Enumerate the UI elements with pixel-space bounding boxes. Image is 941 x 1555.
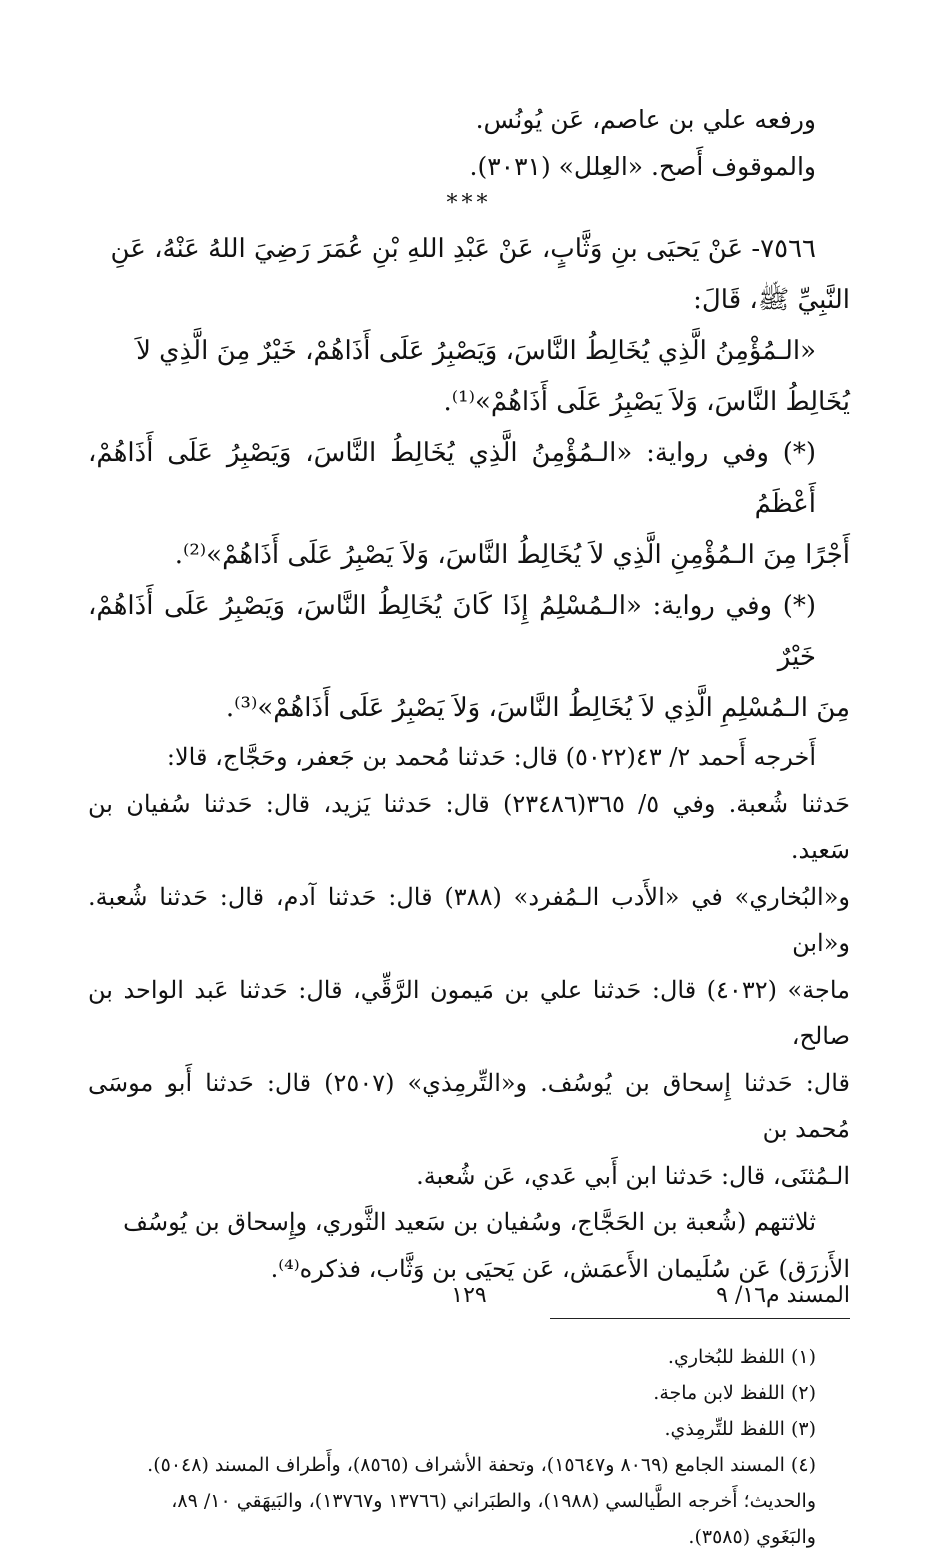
hadith-line: «الـمُؤْمِنُ الَّذِي يُخَالِطُ النَّاسَ، وَيَصْبِرُ عَلَى أَذَاهُمْ، خَيْرٌ مِنَ الَّذِي لاَ	[136, 336, 816, 366]
hadith-line: ٧٥٦٦- عَنْ يَحيَى بنِ وَثَّابٍ، عَنْ عَبْدِ اللهِ بْنِ عُمَرَ رَضِيَ اللهُ عَنْهُ، عَنِ	[110, 234, 816, 264]
takhrij-line: ماجة» (٤٠٣٢) قال: حَدثنا علي بن مَيمون الرَّقِّي، قال: حَدثنا عَبد الواحد بن صالح،	[88, 975, 851, 1050]
text-line: ورفعه علي بن عاصم، عَن يُونُس.	[475, 105, 816, 134]
summary-line: الأَزرَق) عَن سُلَيمان الأَعمَش، عَن يَحيَى بن وَثَّاب، فذكره⁽⁴⁾.	[270, 1254, 850, 1283]
hadith-line: (*) وفي رواية: «الـمُؤْمِنُ الَّذِي يُخَالِطُ النَّاسَ، وَيَصْبِرُ عَلَى أَذَاهُمْ، أَعْظَمُ	[88, 438, 816, 519]
page-body	[88, 96, 850, 1555]
summary-line: ثلاثتهم (شُعبة بن الحَجَّاج، وسُفيان بن سَعيد الثَّوري، وإِسحاق بن يُوسُف	[123, 1208, 816, 1236]
hadith-line: يُخَالِطُ النَّاسَ، وَلاَ يَصْبِرُ عَلَى أَذَاهُمْ»⁽¹⁾.	[443, 387, 850, 417]
section-separator: ***	[446, 191, 492, 216]
takhrij-line: و«البُخاري» في «الأَدب الـمُفرد» (٣٨٨) قال: حَدثنا آدم، قال: حَدثنا شُعبة. و«ابن	[88, 882, 850, 957]
hadith-line: أَجْرًا مِنَ الـمُؤْمِنِ الَّذِي لاَ يُخَالِطُ النَّاسَ، وَلاَ يَصْبِرُ عَلَى أَذَاهُمْ»⁽²⁾.	[174, 540, 850, 570]
takhrij-line: أَخرجه أَحمد ٢/ ٤٣(٥٠٢٢) قال: حَدثنا مُحمد بن جَعفر، وحَجَّاج، قالا:	[166, 743, 816, 771]
signature-mark: المسند م١٦/ ٩	[716, 1283, 850, 1308]
takhrij-line: حَدثنا شُعبة. وفي ٥/ ٣٦٥(٢٣٤٨٦) قال: حَدثنا يَزيد، قال: حَدثنا سُفيان بن سَعيد.	[88, 789, 851, 864]
text-line: والموقوف أَصح. «العِلل» (٣٠٣١).	[469, 152, 816, 181]
page-number: ١٢٩	[451, 1283, 487, 1308]
hadith-line: (*) وفي رواية: «الـمُسْلِمُ إِذَا كَانَ يُخَالِطُ النَّاسَ، وَيَصْبِرُ عَلَى أَذَاهُمْ، خَيْرٌ	[88, 591, 816, 672]
footnote: (١) اللفظ للبُخاري.	[667, 1346, 816, 1368]
footnote: (٢) اللفظ لابن ماجة.	[653, 1382, 816, 1404]
footnote: (٤) المسند الجامع (٨٠٦٩ و١٥٦٤٧)، وتحفة الأشراف (٨٥٦٥)، وأَطراف المسند (٥٠٤٨).	[147, 1454, 816, 1476]
footnote: والحديث؛ أَخرجه الطَّيالسي (١٩٨٨)، والطبَراني (١٣٧٦٦ و١٣٧٦٧)، والبَيهَقي ١٠/ ٨٩،	[171, 1490, 816, 1512]
footnote: والبَغَوي (٣٥٨٥).	[688, 1526, 816, 1548]
page-footer	[88, 1283, 850, 1323]
hadith-line: مِنَ الـمُسْلِمِ الَّذِي لاَ يُخَالِطُ النَّاسَ، وَلاَ يَصْبِرُ عَلَى أَذَاهُمْ»⁽³⁾.	[225, 693, 850, 723]
footnote: (٣) اللفظ للتِّرمِذي.	[664, 1418, 816, 1440]
takhrij-line: الـمُثنَى، قال: حَدثنا ابن أَبي عَدي، عَن شُعبة.	[416, 1161, 850, 1190]
hadith-line: النَّبِيِّ ﷺ، قَالَ:	[693, 285, 850, 315]
takhrij-line: قال: حَدثنا إِسحاق بن يُوسُف. و«التِّرمِذي» (٢٥٠٧) قال: حَدثنا أَبو موسَى مُحمد بن	[88, 1068, 851, 1143]
